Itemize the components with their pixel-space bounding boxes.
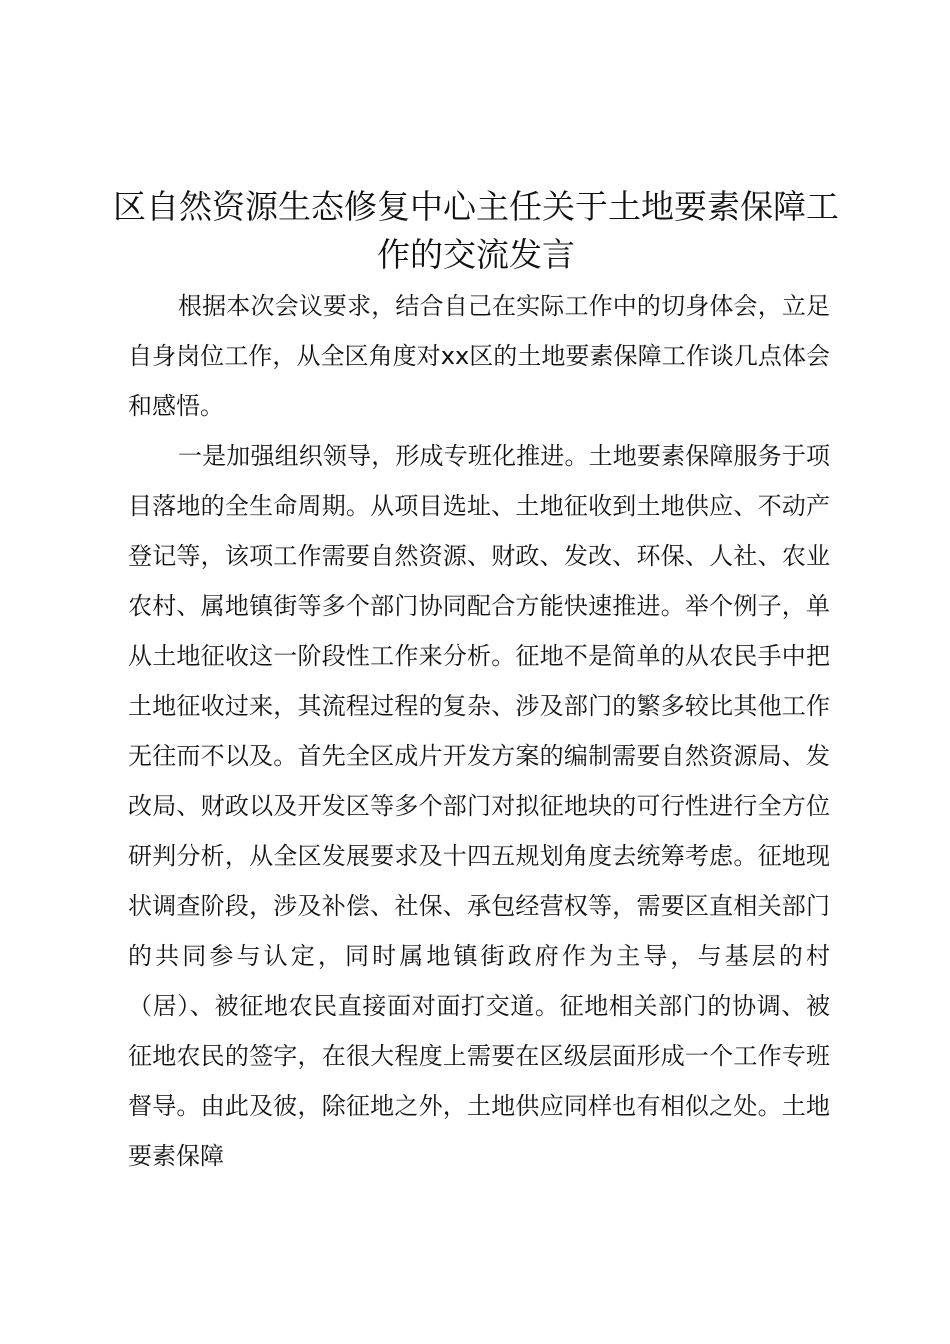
paragraph-intro: 根据本次会议要求，结合自己在实际工作中的切身体会，立足自身岗位工作，从全区角度对xx区的土地要素保障工作谈几点体会和感悟。 [128, 292, 830, 420]
document-title: 区自然资源生态修复中心主任关于土地要素保障工作的交流发言 [113, 187, 839, 274]
document-body [128, 281, 830, 1181]
paragraph-organization: 一是加强组织领导，形成专班化推进。土地要素保障服务于项目落地的全生命周期。从项目选址、土地征收到土地供应、不动产登记等，该项工作需要自然资源、财政、发改、环保、人社、农业农村、属地镇街等多个部门协同配合方能快速推进。举个例子，单从土地征收这一阶段性工作来分析。征地不是简单的从农民手中把土地征收过来，其流程过程的复杂、涉及部门的繁多较比其他工作无往而不以及。首先全区成片开发方案的编制需要自然资源局、发改局、财政以及开发区等多个部门对拟征地块的可行性进行全方位研判分析，从全区发展要求及十四五规划角度去统筹考虑。征地现状调查阶段，涉及补偿、社保、承包经营权等，需要区直相关部门的共同参与认定，同时属地镇街政府作为主导，与基层的村（居）、被征地农民直接面对面打交道。征地相关部门的协调、被征地农民的签字，在很大程度上需要在区级层面形成一个工作专班督导。由此及彼，除征地之外，土地供应同样也有相似之处。土地要素保障 [128, 442, 830, 1170]
